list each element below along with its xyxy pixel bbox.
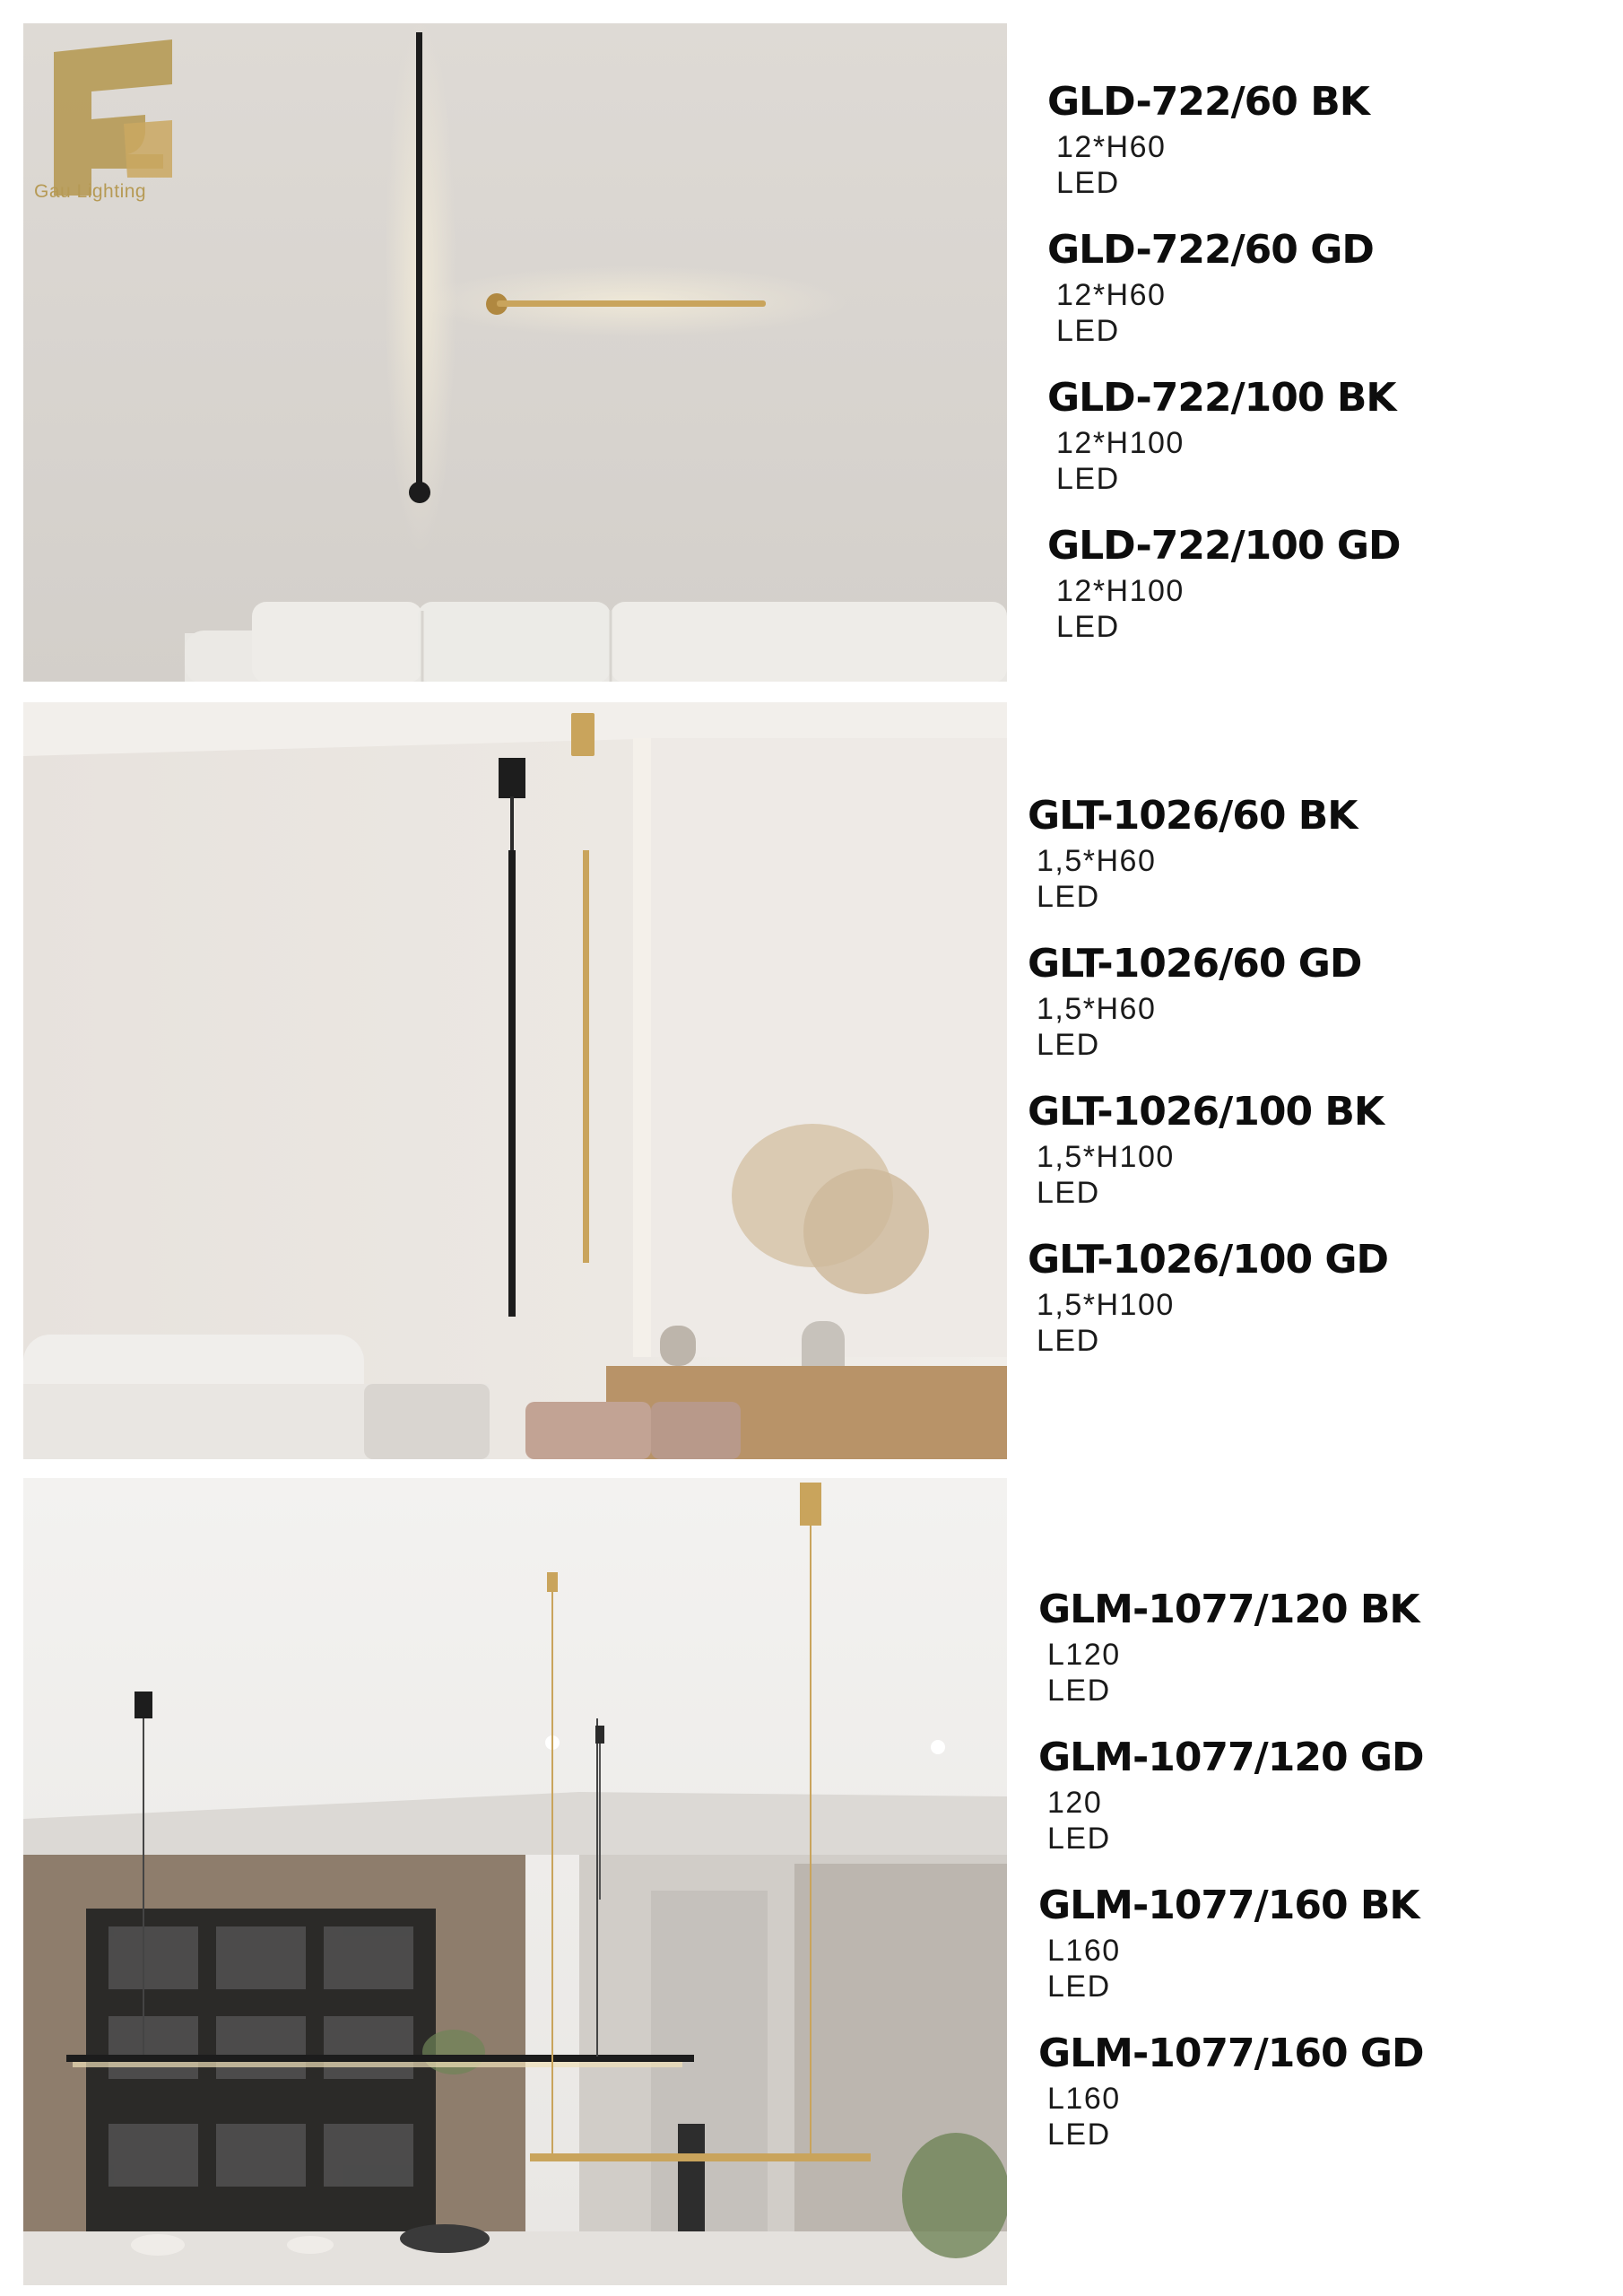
product-light-source: LED	[1047, 1674, 1111, 1708]
product-entry	[1038, 1735, 1424, 1857]
product-entry	[1028, 1237, 1389, 1359]
product-entry	[1047, 523, 1401, 645]
product-dimension: L160	[1047, 2082, 1121, 2116]
product-dimension: 120	[1047, 1786, 1103, 1820]
product-light-source: LED	[1056, 610, 1120, 644]
product-dimension: 12*H60	[1056, 130, 1167, 164]
product-code: GLM-1077/160 GD	[1038, 2031, 1424, 2076]
product-entry	[1047, 227, 1374, 349]
product-code: GLD-722/60 GD	[1047, 227, 1374, 273]
product-code: GLM-1077/120 GD	[1038, 1735, 1424, 1780]
product-light-source: LED	[1056, 314, 1120, 348]
product-light-source: LED	[1047, 2118, 1111, 2152]
product-code: GLT-1026/100 BK	[1028, 1089, 1384, 1135]
product-photo-linear-suspension	[23, 1478, 1007, 2285]
product-entry	[1038, 1883, 1419, 2005]
product-entry	[1028, 793, 1358, 915]
product-light-source: LED	[1037, 1176, 1100, 1210]
product-dimension: 12*H60	[1056, 278, 1167, 312]
product-entry	[1047, 79, 1369, 201]
product-code: GLT-1026/60 GD	[1028, 941, 1362, 987]
product-dimension: L160	[1047, 1934, 1121, 1968]
product-dimension: 1,5*H60	[1037, 992, 1157, 1026]
brand-name: Gau Lighting	[34, 181, 147, 202]
product-light-source: LED	[1056, 462, 1120, 496]
product-dimension: 1,5*H100	[1037, 1288, 1175, 1322]
product-code: GLD-722/100 BK	[1047, 375, 1396, 421]
product-entry	[1028, 1089, 1384, 1211]
brand-logo-icon	[38, 34, 181, 204]
product-light-source: LED	[1037, 880, 1100, 914]
product-dimension: 12*H100	[1056, 574, 1185, 608]
product-photo-pendant-tubes	[23, 702, 1007, 1459]
product-dimension: 1,5*H60	[1037, 844, 1157, 878]
product-code: GLD-722/60 BK	[1047, 79, 1369, 125]
product-code: GLD-722/100 GD	[1047, 523, 1401, 569]
product-dimension: 1,5*H100	[1037, 1140, 1175, 1174]
product-dimension: 12*H100	[1056, 426, 1185, 460]
product-light-source: LED	[1037, 1028, 1100, 1062]
product-entry	[1028, 941, 1362, 1063]
product-light-source: LED	[1056, 166, 1120, 200]
product-light-source: LED	[1047, 1822, 1111, 1856]
product-light-source: LED	[1037, 1324, 1100, 1358]
product-light-source: LED	[1047, 1970, 1111, 2004]
product-code: GLT-1026/60 BK	[1028, 793, 1358, 839]
product-code: GLM-1077/160 BK	[1038, 1883, 1419, 1928]
product-entry	[1038, 2031, 1424, 2152]
product-dimension: L120	[1047, 1638, 1121, 1672]
product-code: GLM-1077/120 BK	[1038, 1587, 1419, 1632]
product-entry	[1038, 1587, 1419, 1709]
product-code: GLT-1026/100 GD	[1028, 1237, 1389, 1283]
product-entry	[1047, 375, 1396, 497]
